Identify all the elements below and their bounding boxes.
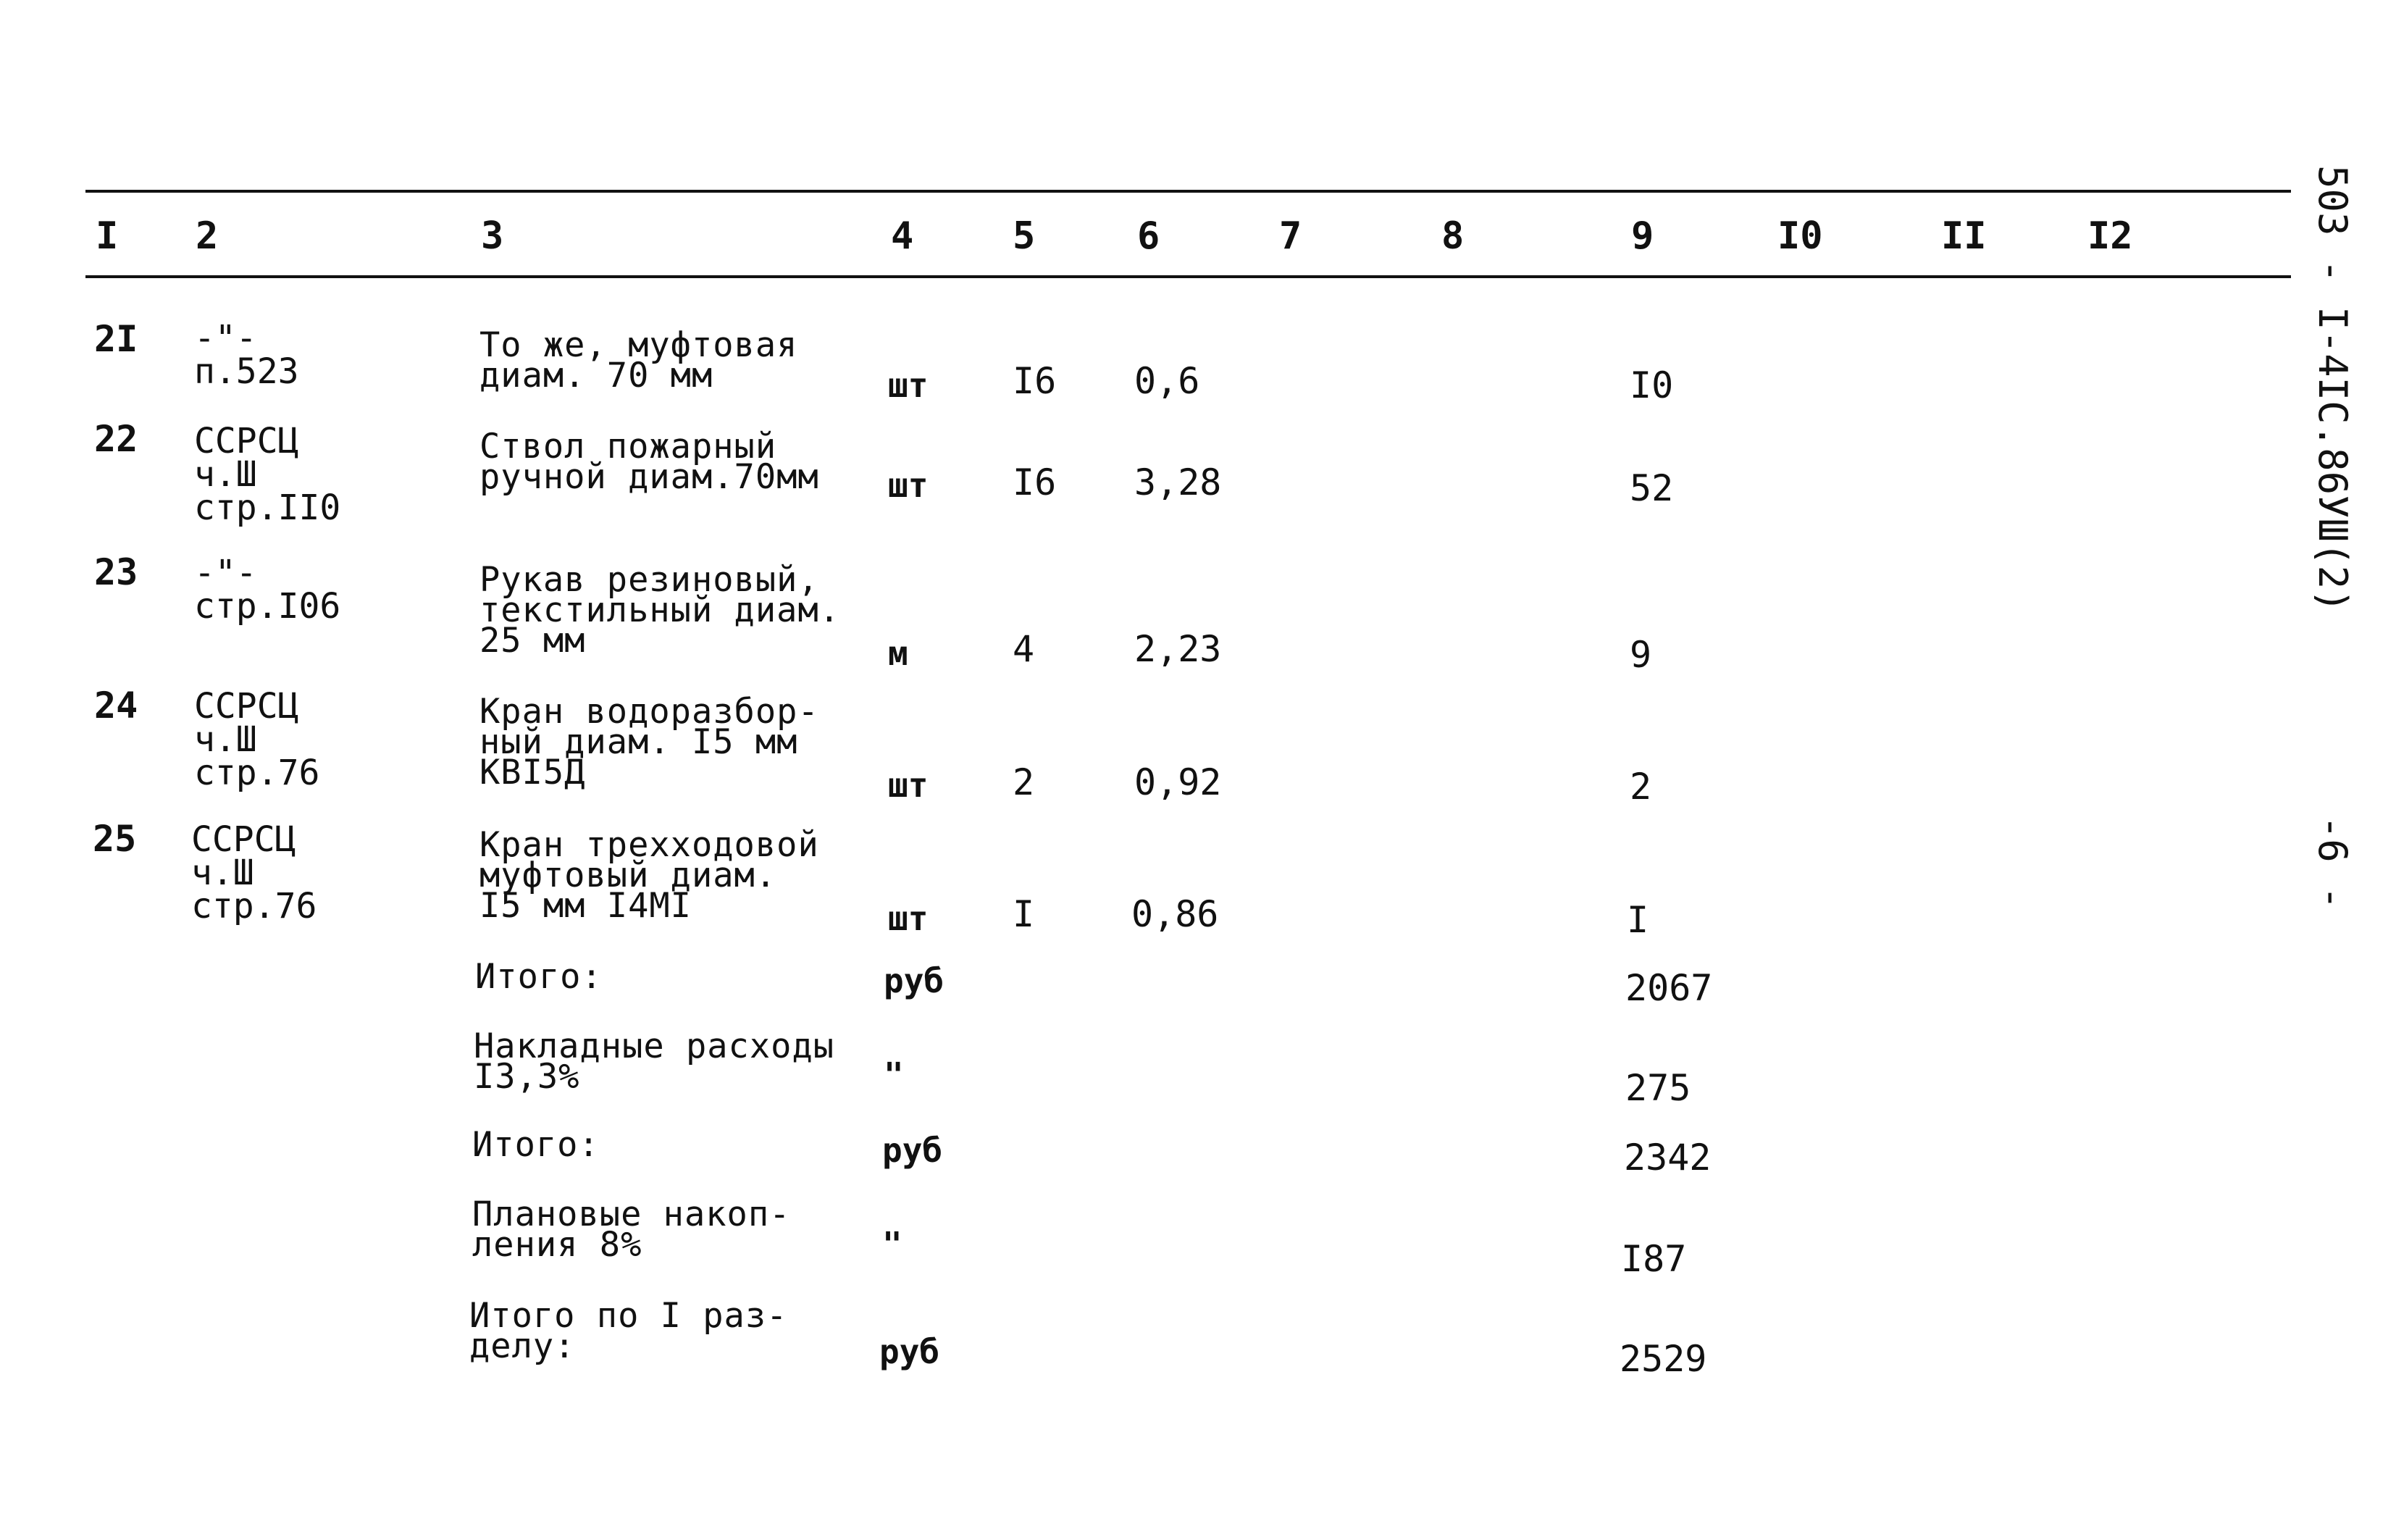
column-header-3: 3	[481, 214, 504, 258]
row-unit-price: 0,86	[1131, 893, 1219, 935]
row-quantity: I6	[1013, 461, 1057, 503]
row-total: 2	[1630, 766, 1652, 808]
row-unit-price: 0,92	[1134, 761, 1222, 803]
row-number: 25	[93, 818, 137, 860]
table-top-rule	[85, 190, 2291, 193]
row-total: I0	[1630, 364, 1674, 406]
summary-total-label: Итого:	[472, 1125, 600, 1165]
row-source: -"- п.523	[194, 318, 299, 392]
column-header-11: II	[1941, 214, 1987, 258]
row-description: Кран трехходовой муфтовый диам. I5 мм I4МI	[479, 825, 819, 926]
summary-overhead-value: 275	[1625, 1067, 1691, 1109]
summary-subtotal-label: Итого:	[475, 957, 603, 997]
row-quantity: I	[1013, 893, 1035, 935]
row-source: ССРСЦ ч.Ш стр.II0	[194, 421, 341, 528]
summary-subtotal-value: 2067	[1625, 967, 1713, 1009]
row-quantity: 4	[1013, 628, 1035, 670]
column-header-1: I	[96, 214, 119, 258]
row-unit-price: 2,23	[1134, 628, 1222, 670]
summary-section-total-value: 2529	[1620, 1338, 1707, 1380]
column-header-6: 6	[1137, 214, 1160, 258]
summary-total-unit: руб	[882, 1131, 943, 1170]
row-source: ССРСЦ ч.Ш стр.76	[191, 819, 317, 926]
table-header-rule	[85, 275, 2291, 278]
summary-savings-label: Плановые накоп- ления 8%	[472, 1194, 791, 1265]
row-number: 24	[94, 685, 138, 727]
summary-savings-unit: "	[882, 1225, 902, 1264]
page-number: -6 -	[2310, 815, 2355, 910]
row-unit: шт	[888, 466, 929, 505]
column-header-2: 2	[196, 214, 219, 258]
row-unit-price: 3,28	[1134, 461, 1222, 503]
row-description: Ствол пожарный ручной диам.70мм	[479, 427, 819, 497]
row-total: 9	[1630, 634, 1652, 676]
row-source: ССРСЦ ч.Ш стр.76	[194, 686, 320, 793]
column-header-12: I2	[2087, 214, 2133, 258]
row-unit-price: 0,6	[1134, 360, 1200, 402]
column-header-8: 8	[1441, 214, 1465, 258]
row-description: Кран водоразбор- ный диам. I5 мм КВI5Д	[479, 692, 819, 792]
row-description: То же, муфтовая диам. 70 мм	[479, 325, 798, 396]
row-description: Рукав резиновый, текстильный диам. 25 мм	[479, 560, 841, 661]
row-total: I	[1627, 899, 1649, 941]
summary-overhead-label: Накладные расходы I3,3%	[474, 1026, 835, 1097]
row-unit: шт	[888, 366, 929, 405]
column-header-5: 5	[1013, 214, 1036, 258]
row-source: -"- стр.I06	[194, 553, 341, 627]
summary-section-total-label: Итого по I раз- делу:	[469, 1296, 788, 1366]
column-header-4: 4	[891, 214, 914, 258]
row-number: 2I	[94, 318, 138, 360]
side-margin-text	[2311, 165, 2354, 910]
summary-savings-value: I87	[1621, 1238, 1687, 1280]
row-number: 22	[94, 418, 138, 460]
row-total: 52	[1630, 467, 1674, 509]
summary-subtotal-unit: руб	[884, 961, 944, 1000]
document-code: 503 - I-4IC.86УШ(2)	[2310, 165, 2355, 613]
column-header-10: I0	[1777, 214, 1823, 258]
row-unit: шт	[888, 766, 929, 805]
row-unit: м	[888, 634, 908, 673]
row-unit: шт	[888, 899, 929, 938]
summary-section-total-unit: руб	[879, 1332, 940, 1371]
column-header-9: 9	[1631, 214, 1654, 258]
row-number: 23	[94, 551, 138, 593]
row-quantity: I6	[1013, 360, 1057, 402]
summary-overhead-unit: "	[884, 1055, 904, 1095]
summary-total-value: 2342	[1624, 1137, 1712, 1179]
column-header-7: 7	[1279, 214, 1302, 258]
row-quantity: 2	[1013, 761, 1035, 803]
